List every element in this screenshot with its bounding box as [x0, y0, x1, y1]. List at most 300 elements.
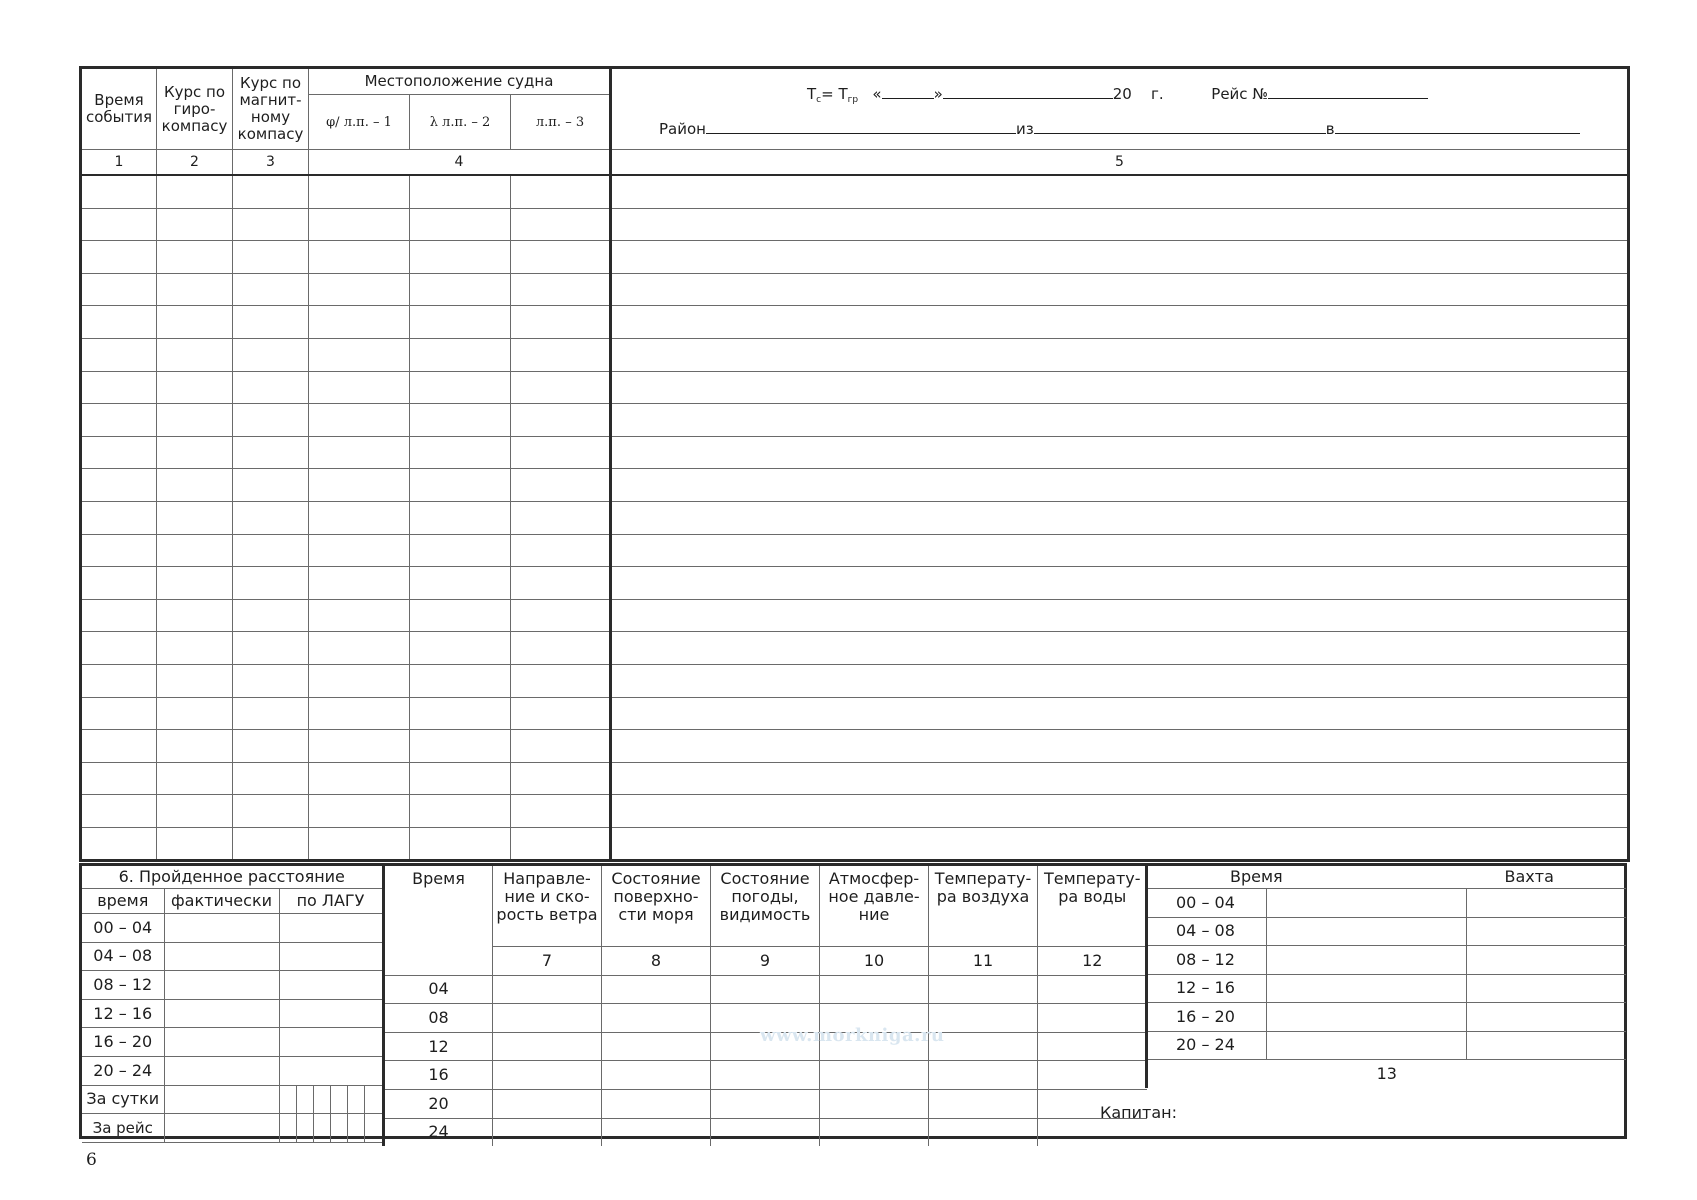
weather-cell[interactable] — [602, 1089, 711, 1118]
log-entry-cell[interactable] — [81, 436, 157, 469]
log-entry-row — [81, 762, 1629, 795]
log-entry-cell[interactable] — [309, 599, 410, 632]
log-entry-cell[interactable] — [611, 436, 1629, 469]
weather-col-number: 8 — [602, 947, 711, 976]
watch-period: 08 – 12 — [1147, 946, 1267, 975]
weather-cell[interactable] — [493, 1089, 602, 1118]
distance-row — [82, 971, 382, 1000]
weather-time: 20 — [384, 1089, 493, 1118]
log-entry-cell[interactable] — [81, 208, 157, 241]
watch-col-time: Время — [1147, 866, 1467, 889]
log-entry-cell[interactable] — [157, 338, 233, 371]
log-entry-cell[interactable] — [157, 632, 233, 665]
distance-col-time: время — [82, 889, 164, 914]
header-event-time: Время события — [81, 68, 157, 150]
log-entry-cell[interactable] — [511, 208, 611, 241]
weather-cell[interactable] — [929, 1032, 1038, 1061]
weather-cell[interactable] — [711, 1089, 820, 1118]
log-entry-cell[interactable] — [309, 567, 410, 600]
log-entry-cell[interactable] — [511, 567, 611, 600]
region-line: Район из в — [659, 119, 1627, 138]
distance-actual-cell[interactable] — [164, 999, 279, 1028]
log-entry-cell[interactable] — [511, 175, 611, 208]
header-longitude: λ л.п. – 2 — [410, 95, 511, 150]
watch-row — [1147, 946, 1626, 975]
log-entry-cell[interactable] — [511, 404, 611, 437]
log-entry-cell[interactable] — [233, 534, 309, 567]
watch-row — [1147, 1031, 1626, 1060]
log-entry-cell[interactable] — [309, 241, 410, 274]
log-entry-cell[interactable] — [81, 501, 157, 534]
log-entry-cell[interactable] — [233, 208, 309, 241]
log-entry-cell[interactable] — [611, 827, 1629, 861]
log-entry-cell[interactable] — [81, 273, 157, 306]
log-entry-cell[interactable] — [410, 241, 511, 274]
watch-row — [1147, 974, 1626, 1003]
distance-period: 08 – 12 — [82, 971, 164, 1000]
log-entry-cell[interactable] — [410, 795, 511, 828]
log-entry-cell[interactable] — [611, 632, 1629, 665]
voyage-number-blank[interactable] — [1268, 84, 1428, 99]
log-entry-cell[interactable] — [611, 175, 1629, 208]
weather-cell[interactable] — [820, 1118, 929, 1146]
log-entry-cell[interactable] — [611, 404, 1629, 437]
log-entry-cell[interactable] — [511, 273, 611, 306]
log-entry-cell[interactable] — [611, 371, 1629, 404]
watch-period: 20 – 24 — [1147, 1031, 1267, 1060]
watch-signature-cell[interactable] — [1467, 946, 1626, 975]
log-entry-cell[interactable] — [410, 208, 511, 241]
log-entry-cell[interactable] — [611, 469, 1629, 502]
weather-cell[interactable] — [929, 975, 1038, 1004]
weather-cell[interactable] — [602, 1118, 711, 1146]
log-entry-cell[interactable] — [410, 534, 511, 567]
log-entry-cell[interactable] — [309, 501, 410, 534]
header-lop3: л.п. – 3 — [511, 95, 611, 150]
log-entry-cell[interactable] — [611, 273, 1629, 306]
log-entry-cell[interactable] — [410, 273, 511, 306]
log-entry-cell[interactable] — [611, 697, 1629, 730]
log-entry-row — [81, 827, 1629, 861]
log-entry-row — [81, 338, 1629, 371]
log-entry-cell[interactable] — [233, 762, 309, 795]
log-entry-row — [81, 599, 1629, 632]
weather-cell[interactable] — [493, 1061, 602, 1090]
log-entry-cell[interactable] — [233, 827, 309, 861]
watch-officer-cell[interactable] — [1267, 1003, 1467, 1032]
log-entry-cell[interactable] — [309, 404, 410, 437]
weather-cell[interactable] — [602, 1032, 711, 1061]
watch-row — [1147, 889, 1626, 918]
distance-row — [82, 1056, 382, 1085]
watch-row — [1147, 1003, 1626, 1032]
log-entry-cell[interactable] — [81, 664, 157, 697]
log-entry-cell[interactable] — [410, 436, 511, 469]
weather-cell[interactable] — [493, 1004, 602, 1033]
log-entry-cell[interactable] — [309, 273, 410, 306]
distance-period: За сутки — [82, 1085, 164, 1114]
watch-period: 16 – 20 — [1147, 1003, 1267, 1032]
log-entry-cell[interactable] — [511, 762, 611, 795]
distance-row — [82, 999, 382, 1028]
weather-col-wind: Направле- ние и ско- рость ветра — [493, 866, 602, 947]
watch-period: 12 – 16 — [1147, 974, 1267, 1003]
weather-cell[interactable] — [493, 975, 602, 1004]
header-magnetic-course: Курс по магнит- ному компасу — [233, 68, 309, 150]
log-entry-cell[interactable] — [81, 567, 157, 600]
distance-actual-cell[interactable] — [164, 1085, 279, 1114]
log-entry-cell[interactable] — [233, 338, 309, 371]
weather-cell[interactable] — [602, 975, 711, 1004]
log-entry-cell[interactable] — [81, 469, 157, 502]
weather-cell[interactable] — [929, 1118, 1038, 1146]
col-number-1: 1 — [81, 150, 157, 176]
weather-row — [384, 1089, 1147, 1118]
watch-signature-cell[interactable] — [1467, 1003, 1626, 1032]
distance-log-cell[interactable] — [279, 1056, 382, 1085]
log-entry-row — [81, 306, 1629, 339]
weather-cell[interactable] — [820, 975, 929, 1004]
log-entry-cell[interactable] — [309, 827, 410, 861]
log-entry-cell[interactable] — [511, 534, 611, 567]
log-entry-row — [81, 697, 1629, 730]
log-entry-cell[interactable] — [309, 371, 410, 404]
weather-col-number: 12 — [1038, 947, 1147, 976]
log-entry-row — [81, 273, 1629, 306]
log-entry-cell[interactable] — [611, 599, 1629, 632]
log-entry-cell[interactable] — [157, 306, 233, 339]
log-entry-cell[interactable] — [309, 469, 410, 502]
log-entry-cell[interactable] — [410, 599, 511, 632]
distance-actual-cell[interactable] — [164, 1056, 279, 1085]
weather-cell[interactable] — [493, 1118, 602, 1146]
log-entry-cell[interactable] — [309, 338, 410, 371]
log-entry-cell[interactable] — [233, 273, 309, 306]
distance-actual-cell[interactable] — [164, 1114, 279, 1143]
log-entry-row — [81, 795, 1629, 828]
log-entry-cell[interactable] — [157, 599, 233, 632]
log-entry-cell[interactable] — [511, 795, 611, 828]
distance-row — [82, 914, 382, 943]
col-number-4: 4 — [309, 150, 611, 176]
log-entry-cell[interactable] — [233, 567, 309, 600]
watch-signature-cell[interactable] — [1467, 917, 1626, 946]
page-number: 6 — [86, 1150, 97, 1170]
log-entry-row — [81, 208, 1629, 241]
log-entry-row — [81, 632, 1629, 665]
watch-officer-cell[interactable] — [1267, 946, 1467, 975]
weather-cell[interactable] — [602, 1061, 711, 1090]
log-entry-cell[interactable] — [309, 762, 410, 795]
log-entry-cell[interactable] — [81, 827, 157, 861]
log-entry-cell[interactable] — [157, 795, 233, 828]
log-entry-cell[interactable] — [511, 371, 611, 404]
watch-signature-cell[interactable] — [1467, 889, 1626, 918]
log-entry-row — [81, 371, 1629, 404]
log-entry-cell[interactable] — [410, 664, 511, 697]
log-entry-cell[interactable] — [233, 795, 309, 828]
distance-col-log: по ЛАГУ — [279, 889, 382, 914]
log-entry-cell[interactable] — [511, 632, 611, 665]
col-number-2: 2 — [157, 150, 233, 176]
weather-cell[interactable] — [929, 1089, 1038, 1118]
weather-cell[interactable] — [711, 975, 820, 1004]
weather-col-number: 7 — [493, 947, 602, 976]
log-entry-cell[interactable] — [157, 469, 233, 502]
log-entry-cell[interactable] — [81, 175, 157, 208]
distance-log-cell[interactable] — [279, 914, 382, 943]
log-entry-cell[interactable] — [81, 599, 157, 632]
log-entry-cell[interactable] — [233, 371, 309, 404]
log-entry-cell[interactable] — [309, 664, 410, 697]
day-blank[interactable] — [882, 84, 934, 99]
weather-cell[interactable] — [493, 1032, 602, 1061]
log-entry-cell[interactable] — [157, 175, 233, 208]
log-entry-cell[interactable] — [611, 795, 1629, 828]
log-entry-cell[interactable] — [309, 632, 410, 665]
weather-cell[interactable] — [929, 1004, 1038, 1033]
log-entry-cell[interactable] — [511, 664, 611, 697]
weather-cell[interactable] — [711, 1118, 820, 1146]
weather-table — [382, 866, 1147, 1146]
watch-period: 00 – 04 — [1147, 889, 1267, 918]
log-entry-row — [81, 241, 1629, 274]
weather-col-number: 11 — [929, 947, 1038, 976]
weather-cell[interactable] — [820, 1089, 929, 1118]
log-entry-cell[interactable] — [611, 306, 1629, 339]
log-entry-cell[interactable] — [410, 501, 511, 534]
watch-signature-cell[interactable] — [1467, 1031, 1626, 1060]
log-entry-cell[interactable] — [410, 632, 511, 665]
distance-period: 04 – 08 — [82, 942, 164, 971]
log-entry-cell[interactable] — [611, 208, 1629, 241]
col-number-3: 3 — [233, 150, 309, 176]
header-latitude: φ/ л.п. – 1 — [309, 95, 410, 150]
weather-col-sea: Состояние поверхно- сти моря — [602, 866, 711, 947]
log-entry-row — [81, 567, 1629, 600]
log-entry-row — [81, 436, 1629, 469]
distance-log-cell[interactable] — [279, 971, 382, 1000]
weather-row — [384, 1118, 1147, 1146]
log-entry-cell[interactable] — [611, 534, 1629, 567]
log-entry-cell[interactable] — [81, 795, 157, 828]
log-entry-cell[interactable] — [81, 338, 157, 371]
date-line: Tс= Tгр « » 20 г. Рейс № — [807, 84, 1627, 109]
weather-time: 04 — [384, 975, 493, 1004]
log-entry-cell[interactable] — [410, 730, 511, 763]
log-entry-cell[interactable] — [410, 697, 511, 730]
log-entry-cell[interactable] — [511, 436, 611, 469]
watch-col-watch: Вахта — [1467, 866, 1626, 889]
month-blank[interactable] — [943, 84, 1113, 99]
log-entry-cell[interactable] — [157, 762, 233, 795]
log-entry-cell[interactable] — [157, 664, 233, 697]
log-entry-cell[interactable] — [309, 697, 410, 730]
log-entry-cell[interactable] — [410, 469, 511, 502]
distance-title: 6. Пройденное расстояние — [82, 866, 382, 889]
weather-time: 08 — [384, 1004, 493, 1033]
distance-log-cell[interactable] — [279, 1028, 382, 1057]
weather-time: 16 — [384, 1061, 493, 1090]
log-entry-cell[interactable] — [157, 273, 233, 306]
weather-cell[interactable] — [1038, 1061, 1147, 1090]
log-entry-cell[interactable] — [81, 730, 157, 763]
log-entry-cell[interactable] — [611, 730, 1629, 763]
distance-row — [82, 1028, 382, 1057]
log-entry-cell[interactable] — [81, 306, 157, 339]
distance-actual-cell[interactable] — [164, 1028, 279, 1057]
watch-officer-cell[interactable] — [1267, 889, 1467, 918]
log-entry-cell[interactable] — [410, 827, 511, 861]
log-entry-cell[interactable] — [233, 664, 309, 697]
distance-col-actual: фактически — [164, 889, 279, 914]
distance-period: 20 – 24 — [82, 1056, 164, 1085]
entry-rows — [81, 175, 1629, 861]
distance-log-cell[interactable] — [279, 1085, 382, 1114]
watch-period: 04 – 08 — [1147, 917, 1267, 946]
log-entry-cell[interactable] — [410, 175, 511, 208]
log-entry-cell[interactable] — [157, 241, 233, 274]
log-entry-cell[interactable] — [511, 241, 611, 274]
watch-row — [1147, 917, 1626, 946]
log-entry-cell[interactable] — [611, 567, 1629, 600]
log-entry-cell[interactable] — [309, 208, 410, 241]
remarks-header — [611, 68, 1629, 150]
log-entry-row — [81, 501, 1629, 534]
log-entry-cell[interactable] — [511, 827, 611, 861]
log-entry-cell[interactable] — [511, 338, 611, 371]
log-entry-cell[interactable] — [309, 436, 410, 469]
weather-cell[interactable] — [711, 1061, 820, 1090]
log-entry-cell[interactable] — [410, 338, 511, 371]
log-entry-cell[interactable] — [233, 175, 309, 208]
log-entry-cell[interactable] — [233, 697, 309, 730]
distance-log-cell[interactable] — [279, 942, 382, 971]
log-entry-cell[interactable] — [157, 404, 233, 437]
watch-officer-cell[interactable] — [1267, 974, 1467, 1003]
log-entry-cell[interactable] — [410, 404, 511, 437]
header-gyro-course: Курс по гиро- компасу — [157, 68, 233, 150]
region-blank[interactable] — [706, 119, 1016, 134]
log-entry-cell[interactable] — [611, 338, 1629, 371]
weather-cell[interactable] — [1038, 975, 1147, 1004]
log-entry-cell[interactable] — [511, 469, 611, 502]
weather-cell[interactable] — [602, 1004, 711, 1033]
weather-cell[interactable] — [1038, 1004, 1147, 1033]
log-entry-cell[interactable] — [157, 208, 233, 241]
log-entry-cell[interactable] — [157, 371, 233, 404]
weather-cell[interactable] — [929, 1061, 1038, 1090]
log-table — [79, 66, 1630, 862]
log-entry-cell[interactable] — [511, 599, 611, 632]
header-ship-position: Местоположение судна — [309, 68, 611, 95]
weather-cell[interactable] — [820, 1061, 929, 1090]
weather-col-number: 10 — [820, 947, 929, 976]
captain-signature-label: Капитан: — [1100, 1103, 1177, 1122]
log-entry-cell[interactable] — [157, 534, 233, 567]
distance-actual-cell[interactable] — [164, 942, 279, 971]
to-blank[interactable] — [1335, 119, 1580, 134]
log-entry-cell[interactable] — [511, 730, 611, 763]
watch-officer-cell[interactable] — [1267, 917, 1467, 946]
log-entry-cell[interactable] — [309, 306, 410, 339]
log-entry-cell[interactable] — [309, 730, 410, 763]
log-entry-cell[interactable] — [511, 697, 611, 730]
log-entry-cell[interactable] — [157, 567, 233, 600]
log-entry-cell[interactable] — [233, 501, 309, 534]
log-entry-cell[interactable] — [233, 241, 309, 274]
log-entry-row — [81, 664, 1629, 697]
distance-log-cell[interactable] — [279, 999, 382, 1028]
log-entry-cell[interactable] — [81, 404, 157, 437]
weather-col-visibility: Состояние погоды, видимость — [711, 866, 820, 947]
watch-officer-cell[interactable] — [1267, 1031, 1467, 1060]
log-entry-cell[interactable] — [611, 664, 1629, 697]
log-entry-cell[interactable] — [233, 306, 309, 339]
log-entry-cell[interactable] — [233, 404, 309, 437]
log-entry-row — [81, 534, 1629, 567]
weather-col-water-temp: Температу- ра воды — [1038, 866, 1147, 947]
log-entry-cell[interactable] — [81, 241, 157, 274]
log-entry-cell[interactable] — [233, 436, 309, 469]
distance-period: 00 – 04 — [82, 914, 164, 943]
log-entry-cell[interactable] — [81, 697, 157, 730]
log-entry-cell[interactable] — [81, 534, 157, 567]
log-entry-cell[interactable] — [511, 306, 611, 339]
distance-actual-cell[interactable] — [164, 914, 279, 943]
distance-table — [82, 866, 383, 1143]
log-entry-cell[interactable] — [511, 501, 611, 534]
daily-summary-section — [79, 863, 1627, 1142]
distance-row — [82, 1085, 382, 1114]
log-entry-cell[interactable] — [309, 795, 410, 828]
weather-cell[interactable] — [1038, 1118, 1147, 1146]
log-entry-cell[interactable] — [410, 371, 511, 404]
log-entry-cell[interactable] — [233, 632, 309, 665]
weather-col-time: Время — [384, 866, 493, 975]
watch-col-number: 13 — [1147, 1060, 1626, 1088]
log-entry-cell[interactable] — [81, 632, 157, 665]
log-entry-cell[interactable] — [410, 567, 511, 600]
log-entry-cell[interactable] — [611, 501, 1629, 534]
log-entry-cell[interactable] — [233, 469, 309, 502]
log-entry-cell[interactable] — [157, 697, 233, 730]
distance-actual-cell[interactable] — [164, 971, 279, 1000]
watch-signature-cell[interactable] — [1467, 974, 1626, 1003]
log-entry-cell[interactable] — [309, 534, 410, 567]
log-entry-cell[interactable] — [611, 241, 1629, 274]
log-entry-cell[interactable] — [309, 175, 410, 208]
distance-log-cell[interactable] — [279, 1114, 382, 1143]
watermark: www.morkniga.ru — [760, 1025, 945, 1046]
log-entry-cell[interactable] — [611, 762, 1629, 795]
log-entry-cell[interactable] — [157, 501, 233, 534]
log-entry-cell[interactable] — [157, 436, 233, 469]
watch-table — [1145, 866, 1626, 1088]
log-entry-cell[interactable] — [157, 827, 233, 861]
col-number-5: 5 — [611, 150, 1629, 176]
from-blank[interactable] — [1034, 119, 1326, 134]
distance-period: 16 – 20 — [82, 1028, 164, 1057]
log-entry-cell[interactable] — [233, 730, 309, 763]
log-entry-cell[interactable] — [233, 599, 309, 632]
weather-cell[interactable] — [1038, 1032, 1147, 1061]
log-entry-cell[interactable] — [410, 306, 511, 339]
log-entry-cell[interactable] — [157, 730, 233, 763]
log-entry-cell[interactable] — [81, 371, 157, 404]
log-entry-cell[interactable] — [410, 762, 511, 795]
log-entry-cell[interactable] — [81, 762, 157, 795]
